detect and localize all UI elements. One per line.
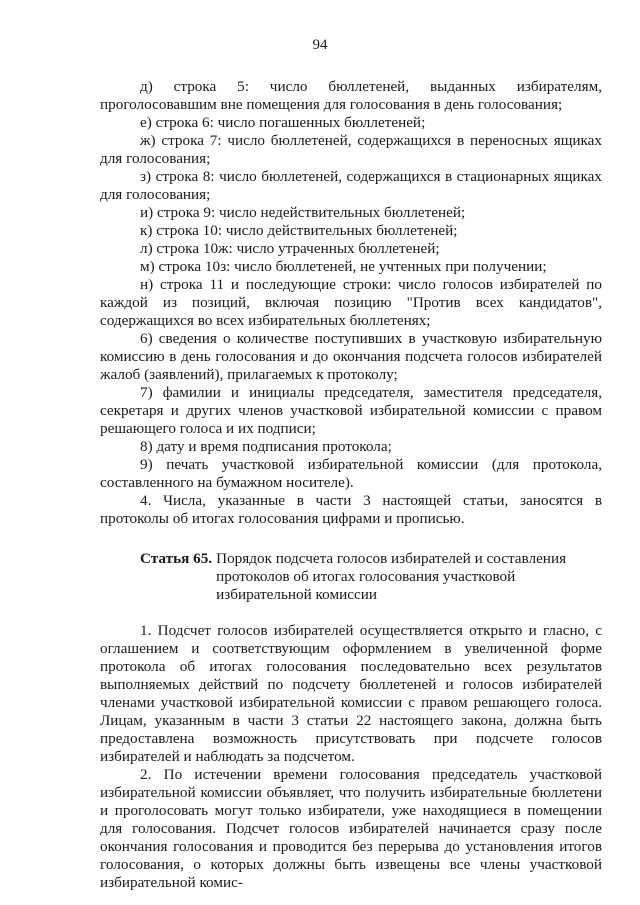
list-item: л) строка 10ж: число утраченных бюллетеней; bbox=[140, 240, 440, 257]
list-item: 7) фамилии и инициалы председателя, заместителя председателя, секретаря и других членов участковой избирательной комиссии с правом решающего голоса и их подписи; bbox=[100, 384, 602, 437]
article-paragraph: 1. Подсчет голосов избирателей осуществляется открыто и гласно, с оглашением и соответствующим оформлением в увеличенной форме протокола об итогах голосования последовательно всех результатов выполняемых действий по подсчету бюллетеней и голосов избирателей членами участковой избирательной комиссии с правом решающего голоса. Лицам, указанным в части 3 статьи 22 настоящего закона, должна быть предоставлена возможность присутствовать при подсчете голосов избирателей и наблюдать за подсчетом. bbox=[100, 622, 602, 765]
list-item: н) строка 11 и последующие строки: число голосов избирателей по каждой из позиций, включая позицию "Против всех кандидатов", содержащихся во всех избирательных бюллетенях; bbox=[100, 276, 602, 329]
article-heading bbox=[100, 550, 602, 604]
list-item: и) строка 9: число недействительных бюллетеней; bbox=[140, 204, 466, 221]
list-item: м) строка 10з: число бюллетеней, не учтенных при получении; bbox=[140, 258, 547, 275]
list-item: ж) строка 7: число бюллетеней, содержащихся в переносных ящиках для голосования; bbox=[100, 132, 602, 167]
list-item: к) строка 10: число действительных бюллетеней; bbox=[140, 222, 458, 239]
article-number: Статья 65. bbox=[140, 550, 213, 567]
article-title: Порядок подсчета голосов избирателей и составления протоколов об итогах голосования участковой избирательной комиссии bbox=[216, 550, 567, 603]
list-item: 6) сведения о количестве поступивших в участковую избирательную комиссию в день голосования и до окончания подсчета голосов избирателей жалоб (заявлений), прилагаемых к протоколу; bbox=[100, 330, 602, 383]
page-body bbox=[100, 78, 602, 892]
list-item: 9) печать участковой избирательной комиссии (для протокола, составленного на бумажном носителе). bbox=[100, 456, 602, 491]
list-item: е) строка 6: число погашенных бюллетеней; bbox=[140, 114, 426, 131]
page-number: 94 bbox=[312, 37, 328, 53]
list-item: 4. Числа, указанные в части 3 настоящей статьи, заносятся в протоколы об итогах голосования цифрами и прописью. bbox=[100, 492, 602, 527]
list-item: 8) дату и время подписания протокола; bbox=[140, 438, 392, 455]
list-item: з) строка 8: число бюллетеней, содержащихся в стационарных ящиках для голосования; bbox=[100, 168, 602, 203]
list-item: д) строка 5: число бюллетеней, выданных избирателям, проголосовавшим вне помещения для голосования в день голосования; bbox=[100, 78, 602, 113]
article-paragraph: 2. По истечении времени голосования председатель участковой избирательной комиссии объявляет, что получить избирательные бюллетени и проголосовать могут только избиратели, уже находящиеся в помещении для голосования. Подсчет голосов избирателей начинается сразу после окончания голосования и проводится без перерыва до установления итогов голосования, о которых должны быть извещены все члены участковой избирательной комис- bbox=[100, 766, 602, 891]
